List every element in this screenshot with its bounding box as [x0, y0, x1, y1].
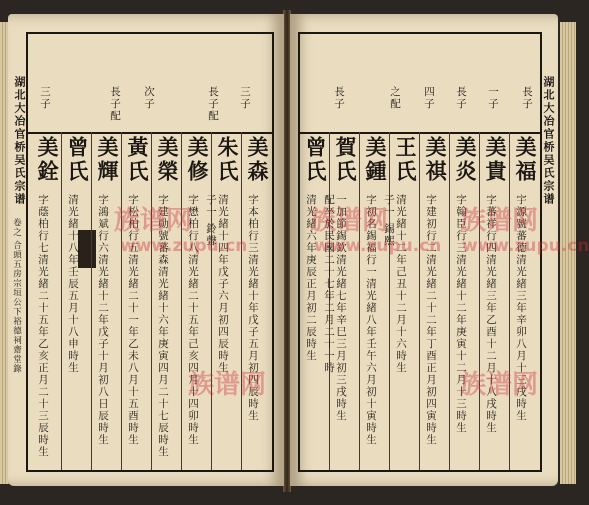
person-name: 美祺 [423, 136, 448, 184]
column-rule [241, 132, 242, 470]
person-name: 美貴 [483, 136, 508, 184]
watermark-brand: 族谱网 [460, 370, 539, 400]
person-name: 王氏 [393, 136, 418, 184]
column-rule [509, 132, 510, 470]
column-rule [121, 132, 122, 470]
column-rule [449, 132, 450, 470]
watermark-url: www.zupu.cn [462, 236, 589, 256]
left-margin-footer: 卷之 合頭五房宗垣公下裕德祠齋堂錄 [11, 218, 22, 374]
column-rule [211, 132, 212, 470]
left-header-cell: 長子配 [109, 86, 121, 122]
right-header-band [300, 34, 540, 134]
column-rule [389, 132, 390, 470]
right-header-cell: 長子 [455, 86, 467, 110]
person-name: 賀氏 [333, 136, 358, 184]
right-header-cell: 長子 [333, 86, 345, 110]
entry-text: 字松柏行五清光緒二十一年乙未八月十五酉時生 [127, 194, 139, 446]
entry-text: 子一 鈴聲 [205, 194, 217, 247]
entry-text: 字懋柏行八清光緒二十五年己亥四月十四卯時生 [187, 194, 199, 446]
entry-text: 清光緒十四年戊子六月初四辰時生 [217, 194, 229, 374]
watermark-brand: 族谱网 [114, 206, 193, 236]
person-name: 美鍾 [363, 136, 388, 184]
person-name: 美榮 [155, 136, 180, 184]
watermark-brand: 族谱网 [460, 206, 539, 236]
left-header-cell: 長子配 [207, 86, 219, 122]
entry-text: 字蕃祥行四清光緒三年乙酉十二月十八戌時生 [485, 194, 497, 434]
entry-text: 清光緒六年庚辰正月初二辰時生 [305, 194, 317, 362]
right-margin-title: 湖北大冶官桥吴氏宗谱 [542, 76, 555, 206]
entry-text: 配卒於民國二十七年二月二十一時 [323, 194, 335, 374]
entry-text: 一加節錫欽清光緒七年辛巳三月初三戌時生 [335, 194, 347, 422]
left-header-cell: 次子 [143, 86, 155, 110]
left-header-band [28, 34, 272, 134]
entry-text: 子一 錫熙 [383, 194, 395, 247]
right-header-cell: 之配 [389, 86, 401, 110]
entry-text: 宇源號蕃德清光緒三年辛卯八月十三戌時生 [515, 194, 527, 422]
entry-text: 字蔭柏行七清光緒二十五年乙亥正月二十三辰時生 [37, 194, 49, 458]
entry-text: 字初名錫福行一清光緒八年壬午六月初十寅時生 [365, 194, 377, 446]
entry-text: 字建初行二清光緒二十二年丁酉正月初四寅時生 [425, 194, 437, 446]
column-rule [419, 132, 420, 470]
person-name: 朱氏 [215, 136, 240, 184]
right-header-cell: 長子 [521, 86, 533, 110]
person-name: 美銓 [35, 136, 60, 184]
entry-text: 字本柏行三清光緒十年戊子五月初四辰時生 [247, 194, 259, 422]
left-margin-title: 湖北大冶官桥吴氏宗谱 [13, 76, 26, 206]
left-page [8, 14, 284, 486]
left-header-cell: 三子 [239, 86, 251, 110]
entry-text: 字建勛號蕃森清光緒十六年庚寅四月二十七辰時生 [157, 194, 169, 458]
person-name: 美輝 [95, 136, 120, 184]
entry-text: 字鴻斌行六清光緒十二年戊子十月初八日辰時生 [97, 194, 109, 446]
right-header-cell: 四子 [423, 86, 435, 110]
person-name: 美炎 [453, 136, 478, 184]
left-header-cell: 三子 [39, 86, 51, 110]
watermark-url: www.zupu.cn [120, 236, 248, 256]
person-name: 美福 [513, 136, 538, 184]
column-rule [181, 132, 182, 470]
person-name: 曾氏 [303, 136, 328, 184]
entry-text: 清光緒十二年己丑十二月十六時生 [395, 194, 407, 374]
watermark-brand: 族谱网 [188, 370, 267, 400]
column-rule [151, 132, 152, 470]
right-page [290, 14, 589, 486]
person-name: 黃氏 [125, 136, 150, 184]
person-name: 美修 [185, 136, 210, 184]
right-header-cell: 一子 [487, 86, 499, 110]
entry-text: 字翰臣行三清光緒十二年庚寅十二月十三時生 [455, 194, 467, 434]
entry-text: 清光緒十八年壬辰五月十八申時生 [67, 194, 79, 374]
column-rule [91, 132, 92, 470]
person-name: 美森 [245, 136, 270, 184]
watermark-brand: 族谱网 [310, 206, 389, 236]
watermark-url: www.zupu.cn [314, 236, 442, 256]
person-name: 曾氏 [65, 136, 90, 184]
column-rule [61, 132, 62, 470]
column-rule [479, 132, 480, 470]
column-rule [359, 132, 360, 470]
